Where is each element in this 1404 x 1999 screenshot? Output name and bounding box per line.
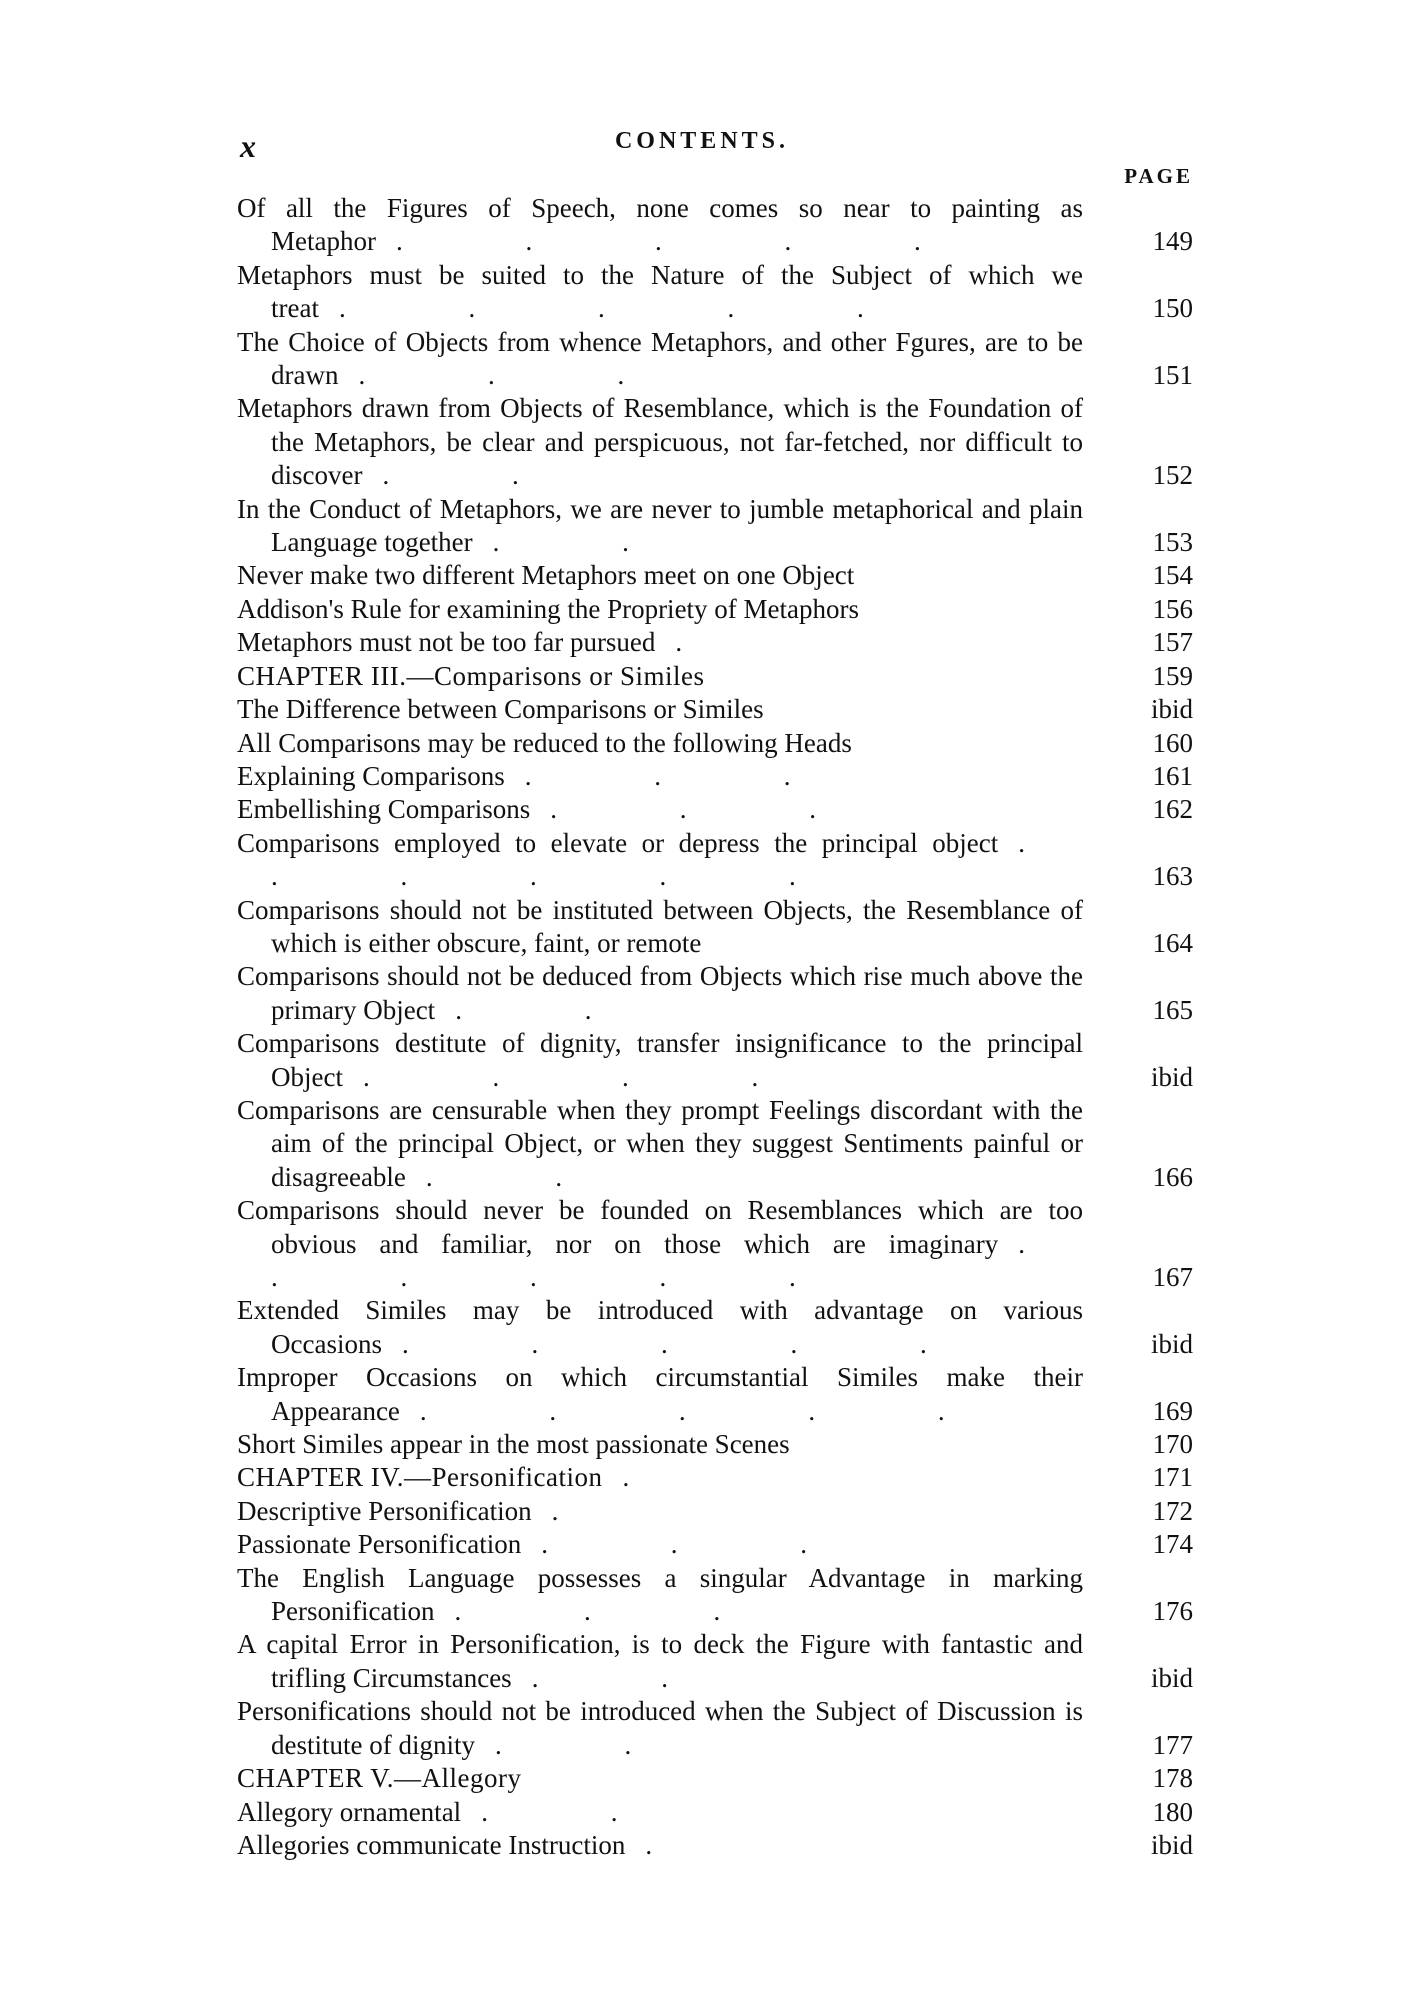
toc-entry-title: Comparisons employed to elevate or depress the principal object xyxy=(237,827,999,858)
toc-entry-text xyxy=(237,1796,1193,1829)
toc-entry xyxy=(237,1796,1193,1829)
toc-entry-text xyxy=(237,1495,1193,1528)
toc-entry-page: 176 xyxy=(1152,1596,1193,1627)
toc-entry xyxy=(237,1495,1193,1528)
toc-entry-text xyxy=(237,1528,1193,1561)
toc-entry xyxy=(237,559,1193,592)
dot-leader: . . xyxy=(455,994,650,1025)
dot-leader: . . xyxy=(531,1662,726,1693)
toc-entry-text xyxy=(237,493,1193,560)
dot-leader: . . . . . xyxy=(338,293,922,324)
toc-entry-title: Comparisons destitute of dignity, transfer insignificance to the principal Object xyxy=(237,1028,1083,1092)
toc-entry-text xyxy=(237,626,1193,659)
table-of-contents xyxy=(237,192,1193,1862)
toc-entry xyxy=(237,827,1193,894)
toc-entry-title: Allegory ornamental xyxy=(237,1796,462,1827)
dot-leader: . . . . xyxy=(362,1061,817,1092)
toc-entry-page: 153 xyxy=(1152,527,1193,558)
chapter-heading-entry xyxy=(237,660,1193,693)
toc-entry-page: 154 xyxy=(1152,560,1193,591)
toc-entry-text xyxy=(237,960,1193,1027)
dot-leader: . . . xyxy=(358,360,683,391)
toc-entry-text xyxy=(237,1695,1193,1762)
toc-entry-title: Personifications should not be introduced when the Subject of Discussion is destitute of dignity xyxy=(237,1696,1083,1760)
toc-entry xyxy=(237,1194,1193,1294)
toc-entry-page: 172 xyxy=(1152,1495,1193,1526)
toc-entry xyxy=(237,593,1193,626)
toc-entry-page: 165 xyxy=(1152,994,1193,1025)
toc-entry-text xyxy=(237,1461,1193,1494)
toc-entry-page: 177 xyxy=(1152,1729,1193,1760)
toc-entry xyxy=(237,1094,1193,1194)
dot-leader: . . . . . . xyxy=(271,827,1083,892)
toc-entry-page: 167 xyxy=(1152,1262,1193,1292)
dot-leader: . . . xyxy=(550,794,874,825)
toc-entry xyxy=(237,392,1193,492)
toc-entry-page: 157 xyxy=(1152,627,1193,658)
toc-entry-title: Explaining Comparisons xyxy=(237,760,505,791)
toc-entry-page: 169 xyxy=(1152,1395,1193,1426)
toc-entry xyxy=(237,693,1193,726)
dot-leader: . . xyxy=(492,527,687,558)
toc-entry-text xyxy=(237,793,1193,826)
dot-leader: . . xyxy=(494,1729,690,1760)
toc-entry-text xyxy=(237,1194,1193,1294)
toc-entry-page: 166 xyxy=(1152,1161,1193,1192)
toc-entry xyxy=(237,1294,1193,1361)
toc-entry-title: All Comparisons may be reduced to the following Heads xyxy=(237,727,852,758)
dot-leader: . xyxy=(551,1495,617,1526)
toc-entry-title: Metaphors must not be too far pursued xyxy=(237,627,656,658)
toc-entry-page: 160 xyxy=(1152,727,1193,758)
toc-entry-page: 180 xyxy=(1152,1796,1193,1827)
toc-entry-page: 164 xyxy=(1152,927,1193,958)
toc-entry xyxy=(237,1628,1193,1695)
toc-entry-title: Never make two different Metaphors meet on one Object xyxy=(237,560,855,591)
toc-entry-title: CHAPTER IV.—Personification xyxy=(237,1462,603,1493)
toc-entry-title: Comparisons should not be deduced from Objects which rise much above the primary Object xyxy=(237,961,1083,1025)
toc-entry xyxy=(237,192,1193,259)
toc-entry-title: Allegories communicate Instruction xyxy=(237,1829,626,1860)
toc-entry-page: 159 xyxy=(1152,660,1193,691)
toc-entry-title: Comparisons should never be founded on Resemblances which are too obvious and familiar, nor on those which are imaginary xyxy=(237,1195,1083,1259)
toc-entry-title: Comparisons should not be instituted between Objects, the Resemblance of which is either obscure, faint, or remote xyxy=(237,894,1083,958)
toc-entry-page: 161 xyxy=(1152,760,1193,791)
dot-leader: . . . . . xyxy=(401,1328,985,1359)
dot-leader: . xyxy=(622,1462,688,1493)
toc-entry-page: 162 xyxy=(1152,794,1193,825)
toc-entry-page: ibid xyxy=(1150,1829,1193,1860)
toc-entry-text xyxy=(237,593,1193,626)
toc-entry-text xyxy=(237,1628,1193,1695)
toc-entry-page: 149 xyxy=(1152,226,1193,257)
chapter-heading-entry xyxy=(237,1762,1193,1795)
toc-entry-page: ibid xyxy=(1150,1662,1193,1693)
toc-entry xyxy=(237,493,1193,560)
toc-entry-title: Descriptive Personification xyxy=(237,1495,532,1526)
page-column-label: PAGE xyxy=(1124,164,1193,188)
toc-entry-title: Extended Similes may be introduced with advantage on various Occasions xyxy=(237,1295,1083,1359)
toc-entry-title: Of all the Figures of Speech, none comes so near to painting as Metaphor xyxy=(237,193,1083,257)
toc-entry-page: 174 xyxy=(1152,1529,1193,1560)
toc-entry-title: The English Language possesses a singular Advantage in marking Personification xyxy=(237,1562,1083,1627)
toc-entry-text xyxy=(237,1562,1193,1629)
toc-entry-text xyxy=(237,192,1193,259)
toc-entry-page: 178 xyxy=(1152,1763,1193,1794)
toc-entry-text xyxy=(237,1027,1193,1094)
toc-entry xyxy=(237,760,1193,793)
toc-entry xyxy=(237,793,1193,826)
toc-entry-title: Embellishing Comparisons xyxy=(237,794,531,825)
running-head: CONTENTS. xyxy=(614,128,790,154)
toc-entry-title: Passionate Personification xyxy=(237,1529,522,1560)
toc-entry-text xyxy=(237,392,1193,492)
toc-entry xyxy=(237,1695,1193,1762)
toc-entry-title: Metaphors must be suited to the Nature of the Subject of which we treat xyxy=(237,259,1083,324)
toc-entry-text xyxy=(237,894,1193,961)
toc-entry-text xyxy=(237,827,1193,894)
dot-leader: . . . xyxy=(524,760,849,791)
toc-entry-text xyxy=(237,1829,1193,1862)
toc-entry-page: 170 xyxy=(1152,1429,1193,1460)
toc-entry-text xyxy=(237,693,1193,726)
page-number: x xyxy=(240,128,257,164)
toc-entry xyxy=(237,1562,1193,1629)
dot-leader: . . . xyxy=(541,1529,865,1560)
toc-entry-title: Improper Occasions on which circumstantial Similes make their Appearance xyxy=(237,1362,1083,1426)
toc-entry xyxy=(237,1027,1193,1094)
toc-entry-text xyxy=(237,760,1193,793)
toc-entry-text xyxy=(237,1294,1193,1361)
toc-entry-page: ibid xyxy=(1150,1328,1193,1359)
toc-entry-page: 171 xyxy=(1152,1462,1193,1493)
toc-entry-page: 150 xyxy=(1152,293,1193,324)
toc-entry-title: CHAPTER V.—Allegory xyxy=(237,1763,522,1794)
toc-entry-page: 163 xyxy=(1152,861,1193,892)
toc-entry xyxy=(237,626,1193,659)
toc-entry-page: ibid xyxy=(1150,1061,1193,1092)
dot-leader: . . xyxy=(425,1161,621,1192)
toc-entry-title: The Choice of Objects from whence Metaphors, and other Fgures, are to be drawn xyxy=(237,326,1083,391)
dot-leader: . . . . . . xyxy=(271,1228,1083,1292)
toc-entry-page: 151 xyxy=(1152,360,1193,391)
toc-entry-title: Comparisons are censurable when they prompt Feelings discordant with the aim of the principal Object, or when they suggest Sentiments painful or disagreeable xyxy=(237,1094,1083,1192)
toc-entry-title: Addison's Rule for examining the Propriety of Metaphors xyxy=(237,593,860,624)
toc-entry xyxy=(237,727,1193,760)
toc-entry xyxy=(237,894,1193,961)
toc-entry-text xyxy=(237,727,1193,760)
toc-entry-page: 152 xyxy=(1152,460,1193,491)
dot-leader: . xyxy=(645,1829,711,1860)
toc-entry xyxy=(237,960,1193,1027)
toc-entry-text xyxy=(237,1428,1193,1461)
dot-leader: . . xyxy=(382,460,577,491)
toc-entry xyxy=(237,1361,1193,1428)
toc-entry-page: ibid xyxy=(1150,694,1193,725)
dot-leader: . . . . . xyxy=(419,1395,1003,1426)
toc-entry xyxy=(237,1528,1193,1561)
toc-entry-text xyxy=(237,259,1193,326)
toc-entry xyxy=(237,1829,1193,1862)
toc-entry-title: Short Similes appear in the most passionate Scenes xyxy=(237,1429,790,1460)
toc-entry-text xyxy=(237,1361,1193,1428)
toc-entry-text xyxy=(237,660,1193,693)
toc-entry-text xyxy=(237,326,1193,393)
toc-entry xyxy=(237,1428,1193,1461)
toc-entry-title: CHAPTER III.—Comparisons or Similes xyxy=(237,660,705,691)
dot-leader: . xyxy=(675,627,741,658)
dot-leader: . . . xyxy=(454,1596,779,1627)
toc-entry-page: 156 xyxy=(1152,593,1193,624)
toc-entry-title: In the Conduct of Metaphors, we are never to jumble metaphorical and plain Language together xyxy=(237,493,1083,558)
toc-entry xyxy=(237,326,1193,393)
toc-entry-text xyxy=(237,559,1193,592)
chapter-heading-entry xyxy=(237,1461,1193,1494)
dot-leader: . . xyxy=(481,1796,676,1827)
toc-entry-text xyxy=(237,1762,1193,1795)
dot-leader: . . . . . xyxy=(395,226,979,257)
toc-entry xyxy=(237,259,1193,326)
toc-entry-title: The Difference between Comparisons or Similes xyxy=(237,694,764,725)
toc-entry-title: A capital Error in Personification, is to deck the Figure with fantastic and trifling Circumstances xyxy=(237,1629,1083,1693)
toc-entry-title: Metaphors drawn from Objects of Resemblance, which is the Foundation of the Metaphors, be clear and perspicuous, not far-fetched, nor difficult to discover xyxy=(237,393,1083,491)
toc-entry-text xyxy=(237,1094,1193,1194)
